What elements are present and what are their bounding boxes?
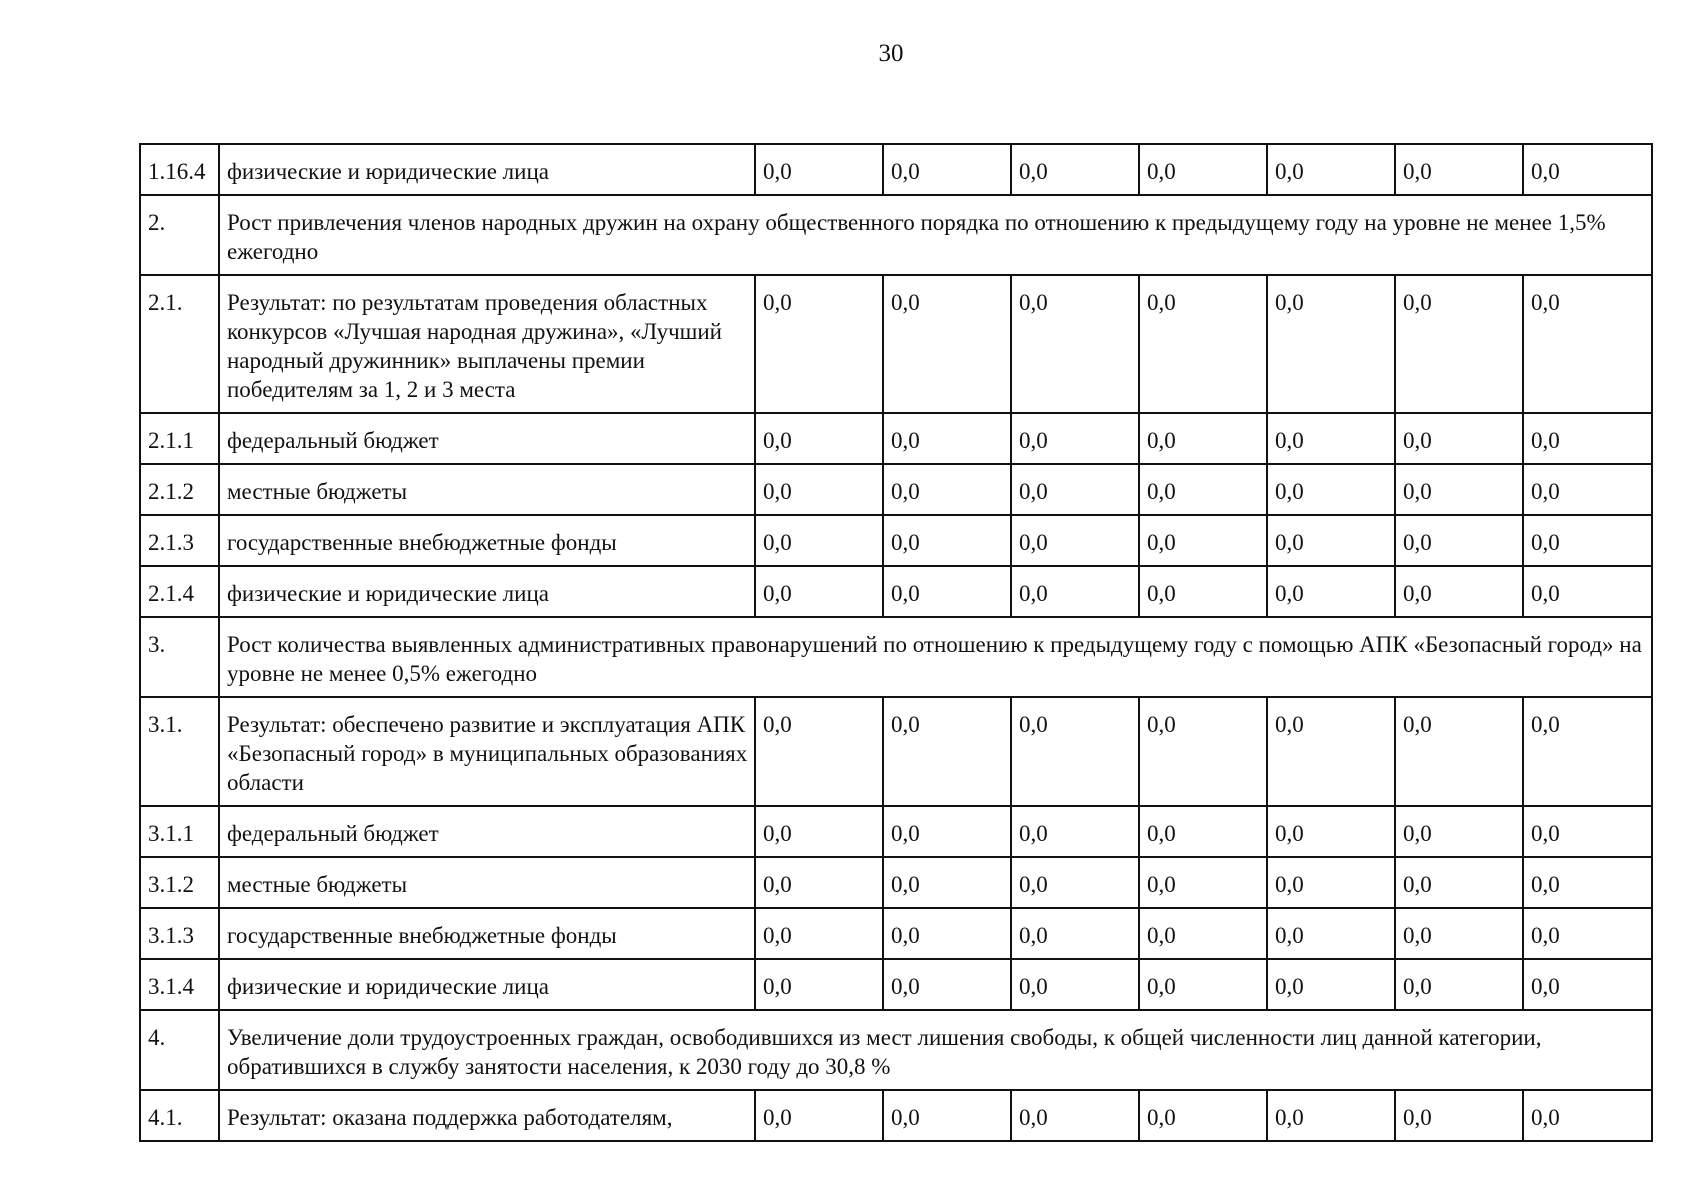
row-label: федеральный бюджет xyxy=(219,413,755,464)
value-cell: 0,0 xyxy=(1011,908,1139,959)
value-cell: 0,0 xyxy=(1139,959,1267,1010)
value-cell: 0,0 xyxy=(883,857,1011,908)
value-cell: 0,0 xyxy=(1395,959,1523,1010)
section-row xyxy=(140,195,1652,275)
value-cell: 0,0 xyxy=(1011,857,1139,908)
table-row xyxy=(140,697,1652,806)
value-cell: 0,0 xyxy=(1267,1090,1395,1141)
row-label: местные бюджеты xyxy=(219,857,755,908)
value-cell: 0,0 xyxy=(1523,144,1652,195)
table-row xyxy=(140,857,1652,908)
value-cell: 0,0 xyxy=(1267,959,1395,1010)
row-number: 2.1.4 xyxy=(140,566,219,617)
value-cell: 0,0 xyxy=(1139,515,1267,566)
value-cell: 0,0 xyxy=(755,697,883,806)
value-cell: 0,0 xyxy=(755,464,883,515)
section-goal-text: Рост количества выявленных административных правонарушений по отношению к предыдущему году с помощью АПК «Безопасный город» на уровне не менее 0,5% ежегодно xyxy=(219,617,1652,697)
value-cell: 0,0 xyxy=(1011,959,1139,1010)
value-cell: 0,0 xyxy=(1267,908,1395,959)
row-label: физические и юридические лица xyxy=(219,566,755,617)
value-cell: 0,0 xyxy=(883,697,1011,806)
value-cell: 0,0 xyxy=(755,959,883,1010)
row-number: 2. xyxy=(140,195,219,275)
value-cell: 0,0 xyxy=(1523,806,1652,857)
value-cell: 0,0 xyxy=(1011,413,1139,464)
value-cell: 0,0 xyxy=(1523,697,1652,806)
value-cell: 0,0 xyxy=(755,144,883,195)
value-cell: 0,0 xyxy=(755,566,883,617)
value-cell: 0,0 xyxy=(1011,806,1139,857)
table-row xyxy=(140,566,1652,617)
row-label: физические и юридические лица xyxy=(219,959,755,1010)
value-cell: 0,0 xyxy=(1267,413,1395,464)
value-cell: 0,0 xyxy=(1395,413,1523,464)
budget-table xyxy=(139,143,1653,1142)
row-label: федеральный бюджет xyxy=(219,806,755,857)
table-row xyxy=(140,1090,1652,1141)
value-cell: 0,0 xyxy=(1267,515,1395,566)
value-cell: 0,0 xyxy=(1011,144,1139,195)
value-cell: 0,0 xyxy=(883,908,1011,959)
table-body xyxy=(140,144,1652,1141)
value-cell: 0,0 xyxy=(1523,515,1652,566)
value-cell: 0,0 xyxy=(1139,857,1267,908)
table-row xyxy=(140,515,1652,566)
table-row xyxy=(140,806,1652,857)
table-row xyxy=(140,959,1652,1010)
row-number: 1.16.4 xyxy=(140,144,219,195)
value-cell: 0,0 xyxy=(1267,275,1395,413)
value-cell: 0,0 xyxy=(1267,806,1395,857)
value-cell: 0,0 xyxy=(1267,464,1395,515)
row-number: 4.1. xyxy=(140,1090,219,1141)
value-cell: 0,0 xyxy=(1139,806,1267,857)
table-row xyxy=(140,144,1652,195)
value-cell: 0,0 xyxy=(883,806,1011,857)
row-number: 3.1.2 xyxy=(140,857,219,908)
value-cell: 0,0 xyxy=(1139,413,1267,464)
section-goal-text: Рост привлечения членов народных дружин на охрану общественного порядка по отношению к предыдущему году на уровне не менее 1,5% ежегодно xyxy=(219,195,1652,275)
value-cell: 0,0 xyxy=(1523,464,1652,515)
row-number: 3.1. xyxy=(140,697,219,806)
row-number: 2.1.1 xyxy=(140,413,219,464)
value-cell: 0,0 xyxy=(755,515,883,566)
value-cell: 0,0 xyxy=(1395,275,1523,413)
value-cell: 0,0 xyxy=(883,959,1011,1010)
row-label: физические и юридические лица xyxy=(219,144,755,195)
value-cell: 0,0 xyxy=(1139,1090,1267,1141)
section-row xyxy=(140,617,1652,697)
row-label: государственные внебюджетные фонды xyxy=(219,908,755,959)
value-cell: 0,0 xyxy=(1267,566,1395,617)
row-number: 3. xyxy=(140,617,219,697)
value-cell: 0,0 xyxy=(883,413,1011,464)
row-number: 4. xyxy=(140,1010,219,1090)
table-row xyxy=(140,908,1652,959)
row-number: 2.1.3 xyxy=(140,515,219,566)
value-cell: 0,0 xyxy=(1395,1090,1523,1141)
value-cell: 0,0 xyxy=(883,566,1011,617)
value-cell: 0,0 xyxy=(1523,857,1652,908)
value-cell: 0,0 xyxy=(1395,857,1523,908)
value-cell: 0,0 xyxy=(1011,1090,1139,1141)
value-cell: 0,0 xyxy=(1523,1090,1652,1141)
value-cell: 0,0 xyxy=(1139,464,1267,515)
row-number: 2.1.2 xyxy=(140,464,219,515)
row-number: 3.1.3 xyxy=(140,908,219,959)
value-cell: 0,0 xyxy=(1011,275,1139,413)
row-label: Результат: оказана поддержка работодателям, xyxy=(219,1090,755,1141)
value-cell: 0,0 xyxy=(755,806,883,857)
value-cell: 0,0 xyxy=(1139,566,1267,617)
value-cell: 0,0 xyxy=(1139,275,1267,413)
row-label: государственные внебюджетные фонды xyxy=(219,515,755,566)
value-cell: 0,0 xyxy=(1395,566,1523,617)
value-cell: 0,0 xyxy=(1267,144,1395,195)
section-goal-text: Увеличение доли трудоустроенных граждан, освободившихся из мест лишения свободы, к общей численности лиц данной категории, обратившихся в службу занятости населения, к 2030 году до 30,8 % xyxy=(219,1010,1652,1090)
value-cell: 0,0 xyxy=(1011,566,1139,617)
value-cell: 0,0 xyxy=(1395,908,1523,959)
value-cell: 0,0 xyxy=(1523,566,1652,617)
value-cell: 0,0 xyxy=(1395,515,1523,566)
value-cell: 0,0 xyxy=(755,1090,883,1141)
value-cell: 0,0 xyxy=(1523,275,1652,413)
value-cell: 0,0 xyxy=(1011,515,1139,566)
table-row xyxy=(140,464,1652,515)
value-cell: 0,0 xyxy=(755,908,883,959)
value-cell: 0,0 xyxy=(1523,908,1652,959)
value-cell: 0,0 xyxy=(883,1090,1011,1141)
value-cell: 0,0 xyxy=(1395,144,1523,195)
value-cell: 0,0 xyxy=(883,275,1011,413)
row-number: 3.1.1 xyxy=(140,806,219,857)
table-row xyxy=(140,413,1652,464)
value-cell: 0,0 xyxy=(883,464,1011,515)
value-cell: 0,0 xyxy=(1139,144,1267,195)
row-number: 3.1.4 xyxy=(140,959,219,1010)
page-number: 30 xyxy=(878,40,904,67)
row-label: местные бюджеты xyxy=(219,464,755,515)
value-cell: 0,0 xyxy=(1139,908,1267,959)
section-row xyxy=(140,1010,1652,1090)
value-cell: 0,0 xyxy=(1395,464,1523,515)
value-cell: 0,0 xyxy=(1395,806,1523,857)
row-label: Результат: обеспечено развитие и эксплуатация АПК «Безопасный город» в муниципальных образованиях области xyxy=(219,697,755,806)
row-label: Результат: по результатам проведения областных конкурсов «Лучшая народная дружина», «Лучший народный дружинник» выплачены премии победителям за 1, 2 и 3 места xyxy=(219,275,755,413)
value-cell: 0,0 xyxy=(755,275,883,413)
value-cell: 0,0 xyxy=(1523,413,1652,464)
value-cell: 0,0 xyxy=(755,857,883,908)
value-cell: 0,0 xyxy=(1267,697,1395,806)
value-cell: 0,0 xyxy=(883,144,1011,195)
value-cell: 0,0 xyxy=(883,515,1011,566)
table-row xyxy=(140,275,1652,413)
value-cell: 0,0 xyxy=(1011,464,1139,515)
value-cell: 0,0 xyxy=(1523,959,1652,1010)
value-cell: 0,0 xyxy=(1011,697,1139,806)
value-cell: 0,0 xyxy=(1139,697,1267,806)
value-cell: 0,0 xyxy=(1267,857,1395,908)
row-number: 2.1. xyxy=(140,275,219,413)
value-cell: 0,0 xyxy=(1395,697,1523,806)
value-cell: 0,0 xyxy=(755,413,883,464)
